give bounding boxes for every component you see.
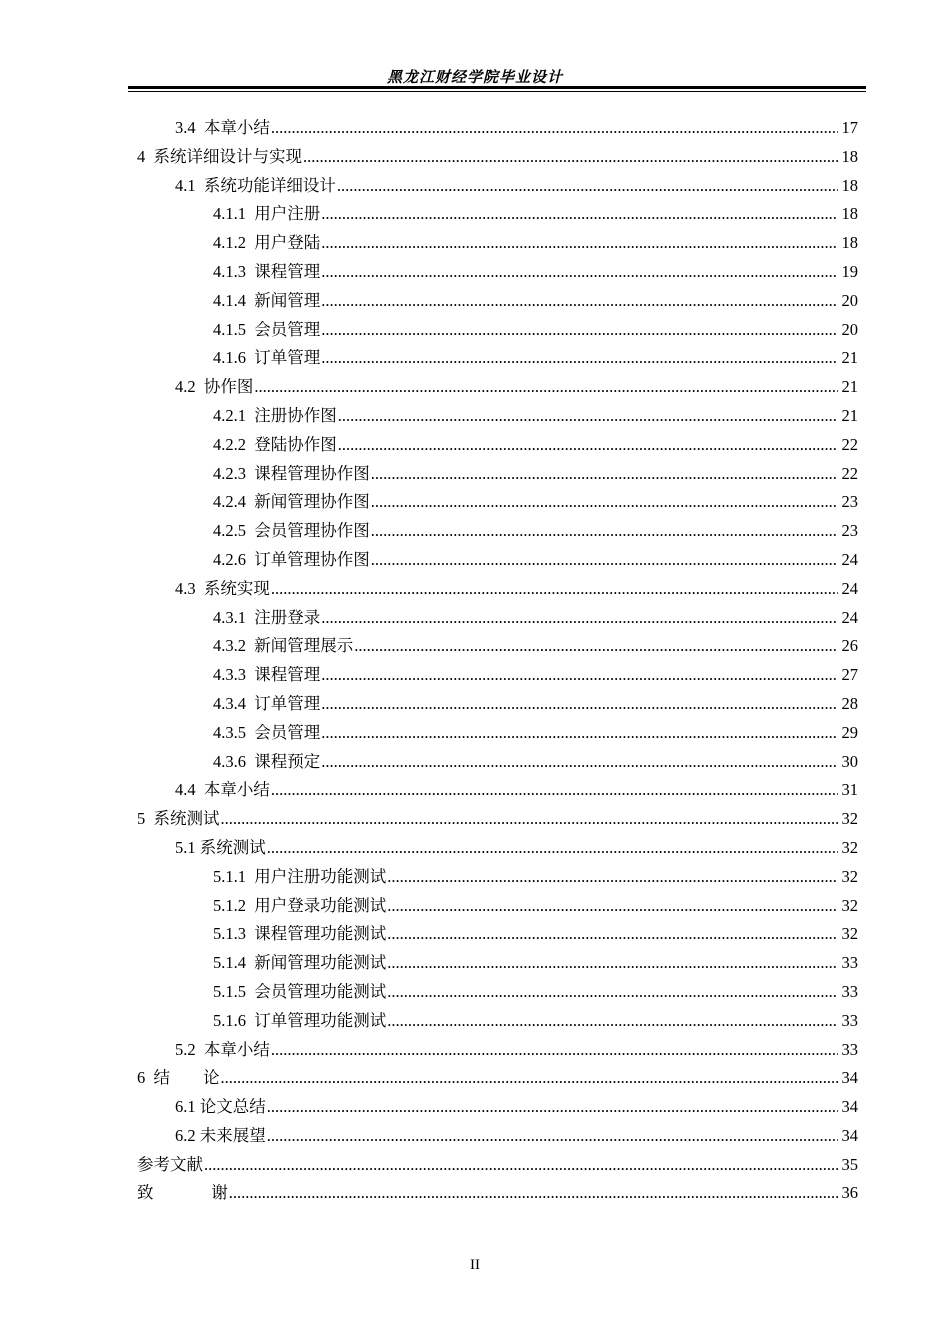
toc-entry-page: 33 xyxy=(841,1010,858,1030)
toc-entry[interactable] xyxy=(0,517,950,546)
toc-entry-title: 会员管理 xyxy=(254,319,321,339)
toc-entry[interactable] xyxy=(0,1036,950,1065)
toc-entry-number: 4.3.5 xyxy=(213,722,255,742)
toc-entry-page: 32 xyxy=(841,837,858,857)
toc-dot-leader xyxy=(338,402,838,431)
page-header-title: 黑龙江财经学院毕业设计 xyxy=(386,70,563,86)
toc-entry-number: 4.2 xyxy=(175,377,204,397)
toc-entry-title: 本章小结 xyxy=(203,1039,270,1059)
toc-entry-title: 新闻管理 xyxy=(254,290,321,310)
toc-entry-page: 23 xyxy=(841,492,858,512)
toc-entry-title: 课程管理 xyxy=(254,665,321,685)
toc-entry[interactable] xyxy=(0,172,950,201)
toc-dot-leader xyxy=(337,172,838,201)
toc-dot-leader xyxy=(371,460,838,489)
toc-entry-page: 34 xyxy=(841,1125,858,1145)
toc-dot-leader xyxy=(321,748,838,777)
toc-entry-title: 参考文献 xyxy=(137,1154,203,1174)
toc-entry[interactable] xyxy=(0,834,950,863)
toc-dot-leader xyxy=(321,604,838,633)
toc-entry-number: 4.2.3 xyxy=(213,463,255,483)
toc-dot-leader xyxy=(321,661,838,690)
toc-dot-leader xyxy=(271,1036,838,1065)
toc-dot-leader xyxy=(267,1093,838,1122)
toc-entry[interactable] xyxy=(0,575,950,604)
toc-entry-number: 4.1.6 xyxy=(213,348,255,368)
toc-entry-page: 33 xyxy=(841,981,858,1001)
page-number: II xyxy=(470,1257,480,1273)
toc-entry-title: 本章小结 xyxy=(203,780,270,800)
toc-entry[interactable] xyxy=(0,488,950,517)
toc-entry-number: 4.3.1 xyxy=(213,607,255,627)
toc-entry-page: 32 xyxy=(841,895,858,915)
toc-entry[interactable] xyxy=(0,402,950,431)
toc-entry-number: 4.1 xyxy=(175,175,204,195)
toc-dot-leader xyxy=(229,1179,838,1208)
toc-entry-page: 28 xyxy=(841,693,858,713)
toc-entry-title: 课程管理功能测试 xyxy=(254,924,387,944)
toc-entry-title: 系统实现 xyxy=(203,578,270,598)
toc-entry[interactable] xyxy=(0,258,950,287)
toc-entry-number: 5.1.5 xyxy=(213,981,255,1001)
toc-entry-number: 4.2.2 xyxy=(213,434,255,454)
toc-dot-leader xyxy=(387,920,838,949)
toc-entry-number: 4.1.2 xyxy=(213,233,255,253)
toc-dot-leader xyxy=(387,863,838,892)
toc-dot-leader xyxy=(267,834,838,863)
toc-entry-title: 系统测试 xyxy=(199,837,266,857)
toc-entry-title: 订单管理协作图 xyxy=(254,549,370,569)
toc-entry-title: 致 谢 xyxy=(137,1183,228,1203)
toc-dot-leader xyxy=(221,805,839,834)
toc-entry-number: 6.2 xyxy=(175,1125,200,1145)
toc-entry-page: 31 xyxy=(841,780,858,800)
toc-entry-number: 4.1.5 xyxy=(213,319,255,339)
toc-entry[interactable] xyxy=(0,632,950,661)
toc-entry-number: 4.2.1 xyxy=(213,405,255,425)
toc-entry-page: 24 xyxy=(841,607,858,627)
toc-entry-page: 19 xyxy=(841,261,858,281)
toc-entry-title: 会员管理功能测试 xyxy=(254,981,387,1001)
toc-entry[interactable] xyxy=(0,143,950,172)
toc-dot-leader xyxy=(303,143,838,172)
toc-entry-page: 21 xyxy=(841,377,858,397)
toc-entry-page: 32 xyxy=(841,809,858,829)
toc-entry[interactable] xyxy=(0,431,950,460)
toc-entry-page: 27 xyxy=(841,665,858,685)
toc-entry-number: 6.1 xyxy=(175,1097,200,1117)
toc-dot-leader xyxy=(371,488,838,517)
toc-entry-title: 系统功能详细设计 xyxy=(203,175,336,195)
toc-entry-title: 用户注册功能测试 xyxy=(254,866,387,886)
toc-entry-page: 35 xyxy=(841,1154,858,1174)
toc-entry[interactable] xyxy=(0,604,950,633)
toc-entry-page: 22 xyxy=(841,463,858,483)
toc-dot-leader xyxy=(387,1007,838,1036)
toc-entry[interactable] xyxy=(0,748,950,777)
toc-entry-number: 4 xyxy=(137,146,154,166)
toc-entry-page: 24 xyxy=(841,578,858,598)
toc-entry-title: 订单管理功能测试 xyxy=(254,1010,387,1030)
toc-entry-page: 29 xyxy=(841,722,858,742)
toc-entry-number: 6 xyxy=(137,1068,154,1088)
toc-entry-page: 34 xyxy=(841,1097,858,1117)
toc-entry-number: 3.4 xyxy=(175,118,204,137)
toc-entry-number: 5.1.4 xyxy=(213,953,255,973)
toc-entry[interactable] xyxy=(0,1093,950,1122)
toc-entry-title: 新闻管理协作图 xyxy=(254,492,370,512)
toc-entry-page: 23 xyxy=(841,521,858,541)
toc-entry-number: 5.1 xyxy=(175,837,200,857)
toc-entry-title: 系统详细设计与实现 xyxy=(153,146,302,166)
toc-entry-page: 32 xyxy=(841,866,858,886)
toc-dot-leader xyxy=(387,978,838,1007)
toc-entry-number: 5.1.3 xyxy=(213,924,255,944)
toc-dot-leader xyxy=(271,776,838,805)
toc-entry-page: 33 xyxy=(841,953,858,973)
toc-entry-page: 26 xyxy=(841,636,858,656)
toc-entry-page: 18 xyxy=(841,233,858,253)
toc-entry[interactable] xyxy=(0,316,950,345)
toc-entry-number: 4.2.6 xyxy=(213,549,255,569)
toc-entry-number: 4.1.1 xyxy=(213,204,255,224)
toc-entry[interactable] xyxy=(0,978,950,1007)
toc-dot-leader xyxy=(321,200,838,229)
toc-entry[interactable] xyxy=(0,892,950,921)
toc-entry[interactable] xyxy=(0,114,950,143)
toc-entry-number: 5.1.2 xyxy=(213,895,255,915)
toc-entry-title: 注册协作图 xyxy=(254,405,337,425)
toc-entry[interactable] xyxy=(0,373,950,402)
toc-entry-title: 用户登录功能测试 xyxy=(254,895,387,915)
toc-entry[interactable] xyxy=(0,805,950,834)
toc-entry-title: 注册登录 xyxy=(254,607,321,627)
toc-entry-number: 4.3.3 xyxy=(213,665,255,685)
toc-dot-leader xyxy=(204,1151,838,1180)
toc-entry[interactable] xyxy=(0,863,950,892)
toc-entry[interactable] xyxy=(0,690,950,719)
toc-dot-leader xyxy=(271,575,838,604)
toc-entry[interactable] xyxy=(0,344,950,373)
toc-dot-leader xyxy=(254,373,838,402)
table-of-contents xyxy=(0,114,950,1208)
toc-entry-page: 33 xyxy=(841,1039,858,1059)
toc-entry-title: 课程管理协作图 xyxy=(254,463,370,483)
toc-entry[interactable] xyxy=(0,661,950,690)
toc-entry[interactable] xyxy=(0,1151,950,1180)
toc-dot-leader xyxy=(354,632,838,661)
toc-dot-leader xyxy=(271,114,838,143)
toc-entry-page: 22 xyxy=(841,434,858,454)
toc-entry-title: 新闻管理展示 xyxy=(254,636,354,656)
toc-entry-page: 18 xyxy=(841,175,858,195)
header-rule-thin xyxy=(128,91,866,92)
toc-entry[interactable] xyxy=(0,1122,950,1151)
toc-entry-number: 4.1.4 xyxy=(213,290,255,310)
toc-entry-title: 未来展望 xyxy=(199,1125,266,1145)
toc-entry-title: 课程预定 xyxy=(254,751,321,771)
toc-entry[interactable] xyxy=(0,776,950,805)
toc-entry-number: 5.2 xyxy=(175,1039,204,1059)
toc-entry[interactable] xyxy=(0,460,950,489)
toc-entry-title: 订单管理 xyxy=(254,693,321,713)
toc-dot-leader xyxy=(321,287,838,316)
toc-entry-number: 5.1.6 xyxy=(213,1010,255,1030)
toc-entry-number: 4.3.6 xyxy=(213,751,255,771)
toc-entry-number: 5.1.1 xyxy=(213,866,255,886)
toc-entry-title: 课程管理 xyxy=(254,261,321,281)
toc-entry-number: 4.3.2 xyxy=(213,636,255,656)
toc-entry-page: 36 xyxy=(841,1183,858,1203)
toc-entry-title: 新闻管理功能测试 xyxy=(254,953,387,973)
toc-entry-title: 用户登陆 xyxy=(254,233,321,253)
toc-entry-title: 登陆协作图 xyxy=(254,434,337,454)
toc-entry[interactable] xyxy=(0,1007,950,1036)
toc-entry-title: 会员管理协作图 xyxy=(254,521,370,541)
toc-entry-number: 4.3.4 xyxy=(213,693,255,713)
toc-entry-title: 系统测试 xyxy=(153,809,220,829)
toc-entry[interactable] xyxy=(0,920,950,949)
toc-dot-leader xyxy=(321,719,838,748)
toc-entry[interactable] xyxy=(0,1179,950,1208)
toc-entry-number: 4.1.3 xyxy=(213,261,255,281)
toc-dot-leader xyxy=(221,1064,839,1093)
toc-entry-title: 结 论 xyxy=(153,1068,220,1088)
toc-dot-leader xyxy=(338,431,838,460)
toc-entry-page: 34 xyxy=(841,1068,858,1088)
toc-entry[interactable] xyxy=(0,949,950,978)
toc-entry-page: 21 xyxy=(841,348,858,368)
toc-entry-number: 4.2.5 xyxy=(213,521,255,541)
toc-dot-leader xyxy=(387,892,838,921)
toc-entry-title: 论文总结 xyxy=(199,1097,266,1117)
toc-entry[interactable] xyxy=(0,1064,950,1093)
toc-entry-title: 会员管理 xyxy=(254,722,321,742)
toc-dot-leader xyxy=(321,316,838,345)
toc-entry-page: 20 xyxy=(841,290,858,310)
toc-dot-leader xyxy=(387,949,838,978)
toc-dot-leader xyxy=(371,517,838,546)
header-rule-thick xyxy=(128,86,866,89)
toc-entry-page: 20 xyxy=(841,319,858,339)
toc-dot-leader xyxy=(321,229,838,258)
toc-entry-page: 24 xyxy=(841,549,858,569)
toc-entry-number: 4.4 xyxy=(175,780,204,800)
toc-dot-leader xyxy=(267,1122,838,1151)
toc-entry-page: 30 xyxy=(841,751,858,771)
toc-dot-leader xyxy=(321,344,838,373)
toc-entry-number: 4.3 xyxy=(175,578,204,598)
toc-dot-leader xyxy=(321,258,838,287)
toc-entry-page: 17 xyxy=(841,118,858,137)
toc-entry-title: 本章小结 xyxy=(203,118,270,137)
toc-entry-title: 订单管理 xyxy=(254,348,321,368)
toc-entry[interactable] xyxy=(0,200,950,229)
toc-entry-number: 5 xyxy=(137,809,154,829)
toc-dot-leader xyxy=(371,546,838,575)
toc-entry[interactable] xyxy=(0,229,950,258)
toc-entry-title: 用户注册 xyxy=(254,204,321,224)
toc-entry-number: 4.2.4 xyxy=(213,492,255,512)
toc-entry[interactable] xyxy=(0,287,950,316)
toc-entry-title: 协作图 xyxy=(203,377,254,397)
toc-entry[interactable] xyxy=(0,719,950,748)
toc-dot-leader xyxy=(321,690,838,719)
toc-entry-page: 18 xyxy=(841,146,858,166)
toc-entry[interactable] xyxy=(0,546,950,575)
toc-entry-page: 18 xyxy=(841,204,858,224)
toc-entry-page: 21 xyxy=(841,405,858,425)
toc-entry-page: 32 xyxy=(841,924,858,944)
